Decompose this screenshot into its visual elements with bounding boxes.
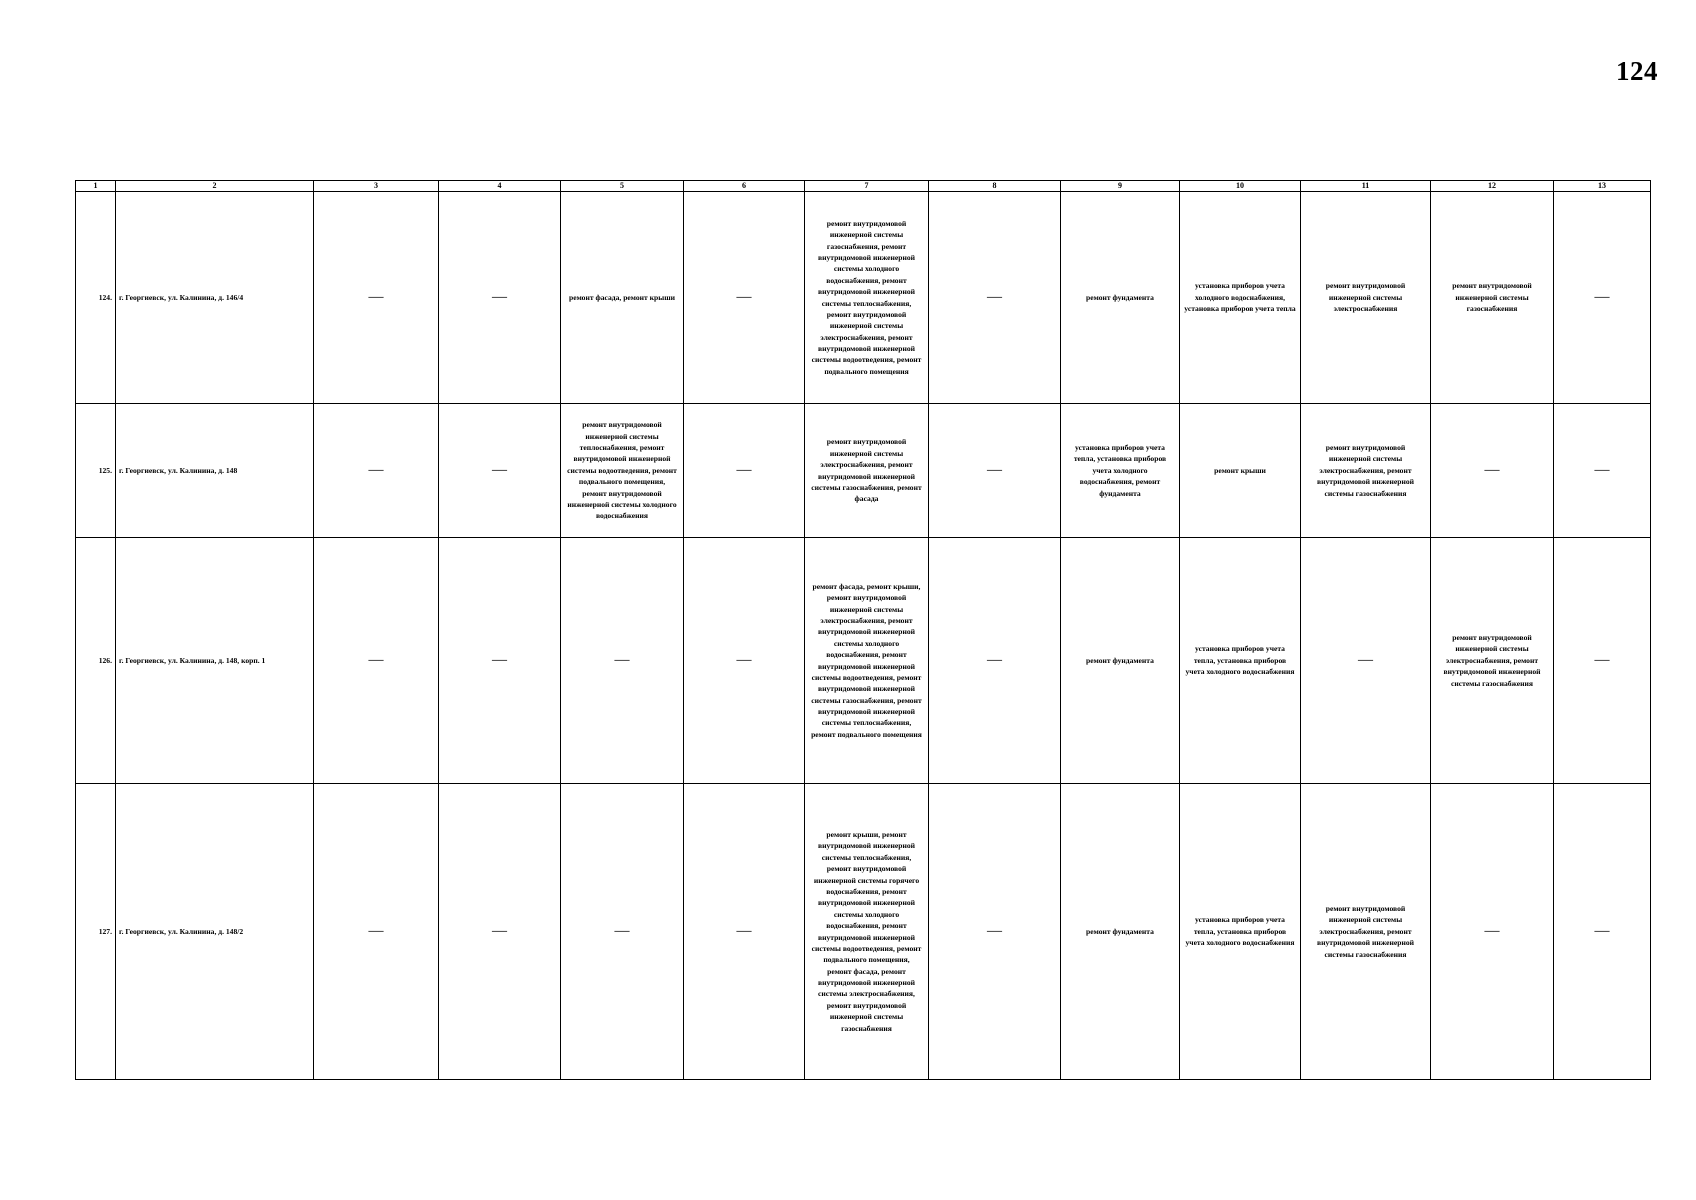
cell-col-5 bbox=[561, 192, 684, 404]
work-text: установка приборов учета холодного водоснабжения, установка приборов учета тепла bbox=[1184, 281, 1296, 314]
work-text: ремонт крыши bbox=[1214, 465, 1266, 475]
cell-col-8 bbox=[929, 192, 1061, 404]
cell-col-13 bbox=[1554, 784, 1651, 1080]
dash-mark: — bbox=[368, 289, 384, 305]
dash-mark: — bbox=[492, 462, 507, 478]
cell-col-13 bbox=[1554, 192, 1651, 404]
dash-mark: — bbox=[736, 652, 752, 668]
work-text: ремонт внутридомовой инженерной системы газоснабжения, ремонт внутридомовой инженерной системы холодного водоснабжения, ремонт внутридомовой инженерной системы теплоснабжения, ремонт внутридомовой инженерной системы электроснабжения, ремонт внутридомовой инженерной системы водоотведения, ремонт подвального помещения bbox=[811, 218, 922, 376]
dash-mark: — bbox=[492, 652, 507, 668]
cell-col-7 bbox=[805, 538, 929, 784]
cell-col-9 bbox=[1061, 192, 1180, 404]
work-text: ремонт внутридомовой инженерной системы электроснабжения, ремонт внутридомовой инженерной системы газоснабжения bbox=[1443, 633, 1541, 688]
cell-col-6 bbox=[684, 538, 805, 784]
work-text: ремонт фасада, ремонт крыши bbox=[569, 292, 675, 302]
dash-mark: — bbox=[368, 923, 384, 939]
table-row bbox=[76, 192, 1651, 404]
column-header: 11 bbox=[1301, 181, 1431, 192]
cell-col-8 bbox=[929, 538, 1061, 784]
column-header: 12 bbox=[1431, 181, 1554, 192]
cell-col-8 bbox=[929, 404, 1061, 538]
cell-col-9 bbox=[1061, 784, 1180, 1080]
column-header: 4 bbox=[439, 181, 561, 192]
column-header: 8 bbox=[929, 181, 1061, 192]
cell-col-9 bbox=[1061, 404, 1180, 538]
column-header: 2 bbox=[116, 181, 314, 192]
dash-mark: — bbox=[987, 923, 1002, 939]
dash-mark: — bbox=[1358, 652, 1373, 668]
cell-col-12 bbox=[1431, 404, 1554, 538]
cell-col-6 bbox=[684, 784, 805, 1080]
table-row bbox=[76, 784, 1651, 1080]
work-text: ремонт внутридомовой инженерной системы электроснабжения, ремонт внутридомовой инженерной системы газоснабжения bbox=[1316, 443, 1415, 498]
dash-mark: — bbox=[736, 923, 752, 939]
work-text: ремонт внутридомовой инженерной системы электроснабжения bbox=[1325, 281, 1406, 314]
address-cell: г. Георгиевск, ул. Калинина, д. 148/2 bbox=[116, 784, 314, 1080]
dash-mark: — bbox=[987, 462, 1002, 478]
column-header: 13 bbox=[1554, 181, 1651, 192]
dash-mark: — bbox=[1594, 923, 1610, 939]
column-number-row bbox=[76, 181, 1651, 192]
work-text: ремонт внутридомовой инженерной системы газоснабжения bbox=[1452, 281, 1532, 314]
cell-col-6 bbox=[684, 404, 805, 538]
dash-mark: — bbox=[1594, 462, 1610, 478]
cell-col-10 bbox=[1180, 538, 1301, 784]
column-header: 1 bbox=[76, 181, 116, 192]
cell-col-11 bbox=[1301, 192, 1431, 404]
row-number: 124. bbox=[76, 192, 116, 404]
cell-col-6 bbox=[684, 192, 805, 404]
cell-col-5 bbox=[561, 784, 684, 1080]
cell-col-12 bbox=[1431, 538, 1554, 784]
dash-mark: — bbox=[1484, 462, 1500, 478]
cell-col-13 bbox=[1554, 404, 1651, 538]
table-row bbox=[76, 538, 1651, 784]
dash-mark: — bbox=[368, 652, 384, 668]
work-text: ремонт крыши, ремонт внутридомовой инженерной системы теплоснабжения, ремонт внутридомовой инженерной системы горячего водоснабжения, ремонт внутридомовой инженерной системы холодного водоснабжения, ремонт внутридомовой инженерной системы водоотведения, ремонт подвального помещения, ремонт фасада, ремонт внутридомовой инженерной системы электроснабжения, ремонт внутридомовой инженерной системы газоснабжения bbox=[811, 829, 922, 1033]
dash-mark: — bbox=[614, 923, 630, 939]
cell-col-4 bbox=[439, 192, 561, 404]
cell-col-8 bbox=[929, 784, 1061, 1080]
row-number: 126. bbox=[76, 538, 116, 784]
work-text: ремонт фундамента bbox=[1086, 655, 1154, 665]
column-header: 6 bbox=[684, 181, 805, 192]
work-text: ремонт внутридомовой инженерной системы теплоснабжения, ремонт внутридомовой инженерной системы водоотведения, ремонт подвального помещения, ремонт внутридомовой инженерной системы холодного водоснабжения bbox=[567, 420, 677, 521]
work-text: ремонт фундамента bbox=[1086, 292, 1154, 302]
page-number: 124 bbox=[1616, 56, 1658, 86]
cell-col-10 bbox=[1180, 192, 1301, 404]
work-text: установка приборов учета тепла, установка приборов учета холодного водоснабжения bbox=[1185, 644, 1295, 677]
column-header: 10 bbox=[1180, 181, 1301, 192]
dash-mark: — bbox=[736, 462, 752, 478]
column-header: 3 bbox=[314, 181, 439, 192]
work-text: установка приборов учета тепла, установка приборов учета холодного водоснабжения bbox=[1185, 915, 1295, 948]
cell-col-3 bbox=[314, 404, 439, 538]
column-header: 9 bbox=[1061, 181, 1180, 192]
column-header: 5 bbox=[561, 181, 684, 192]
dash-mark: — bbox=[492, 289, 507, 305]
column-header: 7 bbox=[805, 181, 929, 192]
address-cell: г. Георгиевск, ул. Калинина, д. 148, корп. 1 bbox=[116, 538, 314, 784]
cell-col-3 bbox=[314, 538, 439, 784]
cell-col-4 bbox=[439, 404, 561, 538]
cell-col-11 bbox=[1301, 538, 1431, 784]
cell-col-7 bbox=[805, 404, 929, 538]
cell-col-3 bbox=[314, 192, 439, 404]
cell-col-9 bbox=[1061, 538, 1180, 784]
cell-col-13 bbox=[1554, 538, 1651, 784]
dash-mark: — bbox=[736, 289, 752, 305]
cell-col-7 bbox=[805, 192, 929, 404]
work-text: ремонт внутридомовой инженерной системы электроснабжения, ремонт внутридомовой инженерной системы газоснабжения bbox=[1316, 904, 1415, 959]
dash-mark: — bbox=[987, 289, 1002, 305]
dash-mark: — bbox=[1594, 289, 1610, 305]
cell-col-12 bbox=[1431, 784, 1554, 1080]
cell-col-11 bbox=[1301, 404, 1431, 538]
dash-mark: — bbox=[368, 462, 384, 478]
work-text: установка приборов учета тепла, установка приборов учета холодного водоснабжения, ремонт фундамента bbox=[1073, 443, 1167, 498]
cell-col-5 bbox=[561, 404, 684, 538]
dash-mark: — bbox=[492, 923, 507, 939]
cell-col-4 bbox=[439, 538, 561, 784]
cell-col-7 bbox=[805, 784, 929, 1080]
row-number: 127. bbox=[76, 784, 116, 1080]
cell-col-12 bbox=[1431, 192, 1554, 404]
dash-mark: — bbox=[987, 652, 1002, 668]
table-row bbox=[76, 404, 1651, 538]
cell-col-10 bbox=[1180, 404, 1301, 538]
address-cell: г. Георгиевск, ул. Калинина, д. 148 bbox=[116, 404, 314, 538]
dash-mark: — bbox=[1484, 923, 1500, 939]
row-number: 125. bbox=[76, 404, 116, 538]
repair-schedule-table bbox=[75, 180, 1651, 1080]
work-text: ремонт фундамента bbox=[1086, 926, 1154, 936]
cell-col-5 bbox=[561, 538, 684, 784]
work-text: ремонт внутридомовой инженерной системы электроснабжения, ремонт внутридомовой инженерной системы газоснабжения, ремонт фасада bbox=[811, 437, 922, 504]
cell-col-11 bbox=[1301, 784, 1431, 1080]
work-text: ремонт фасада, ремонт крыши, ремонт внутридомовой инженерной системы электроснабжения, ремонт внутридомовой инженерной системы холодного водоснабжения, ремонт внутридомовой инженерной системы водоотведения, ремонт внутридомовой инженерной системы газоснабжения, ремонт внутридомовой инженерной системы теплоснабжения, ремонт подвального помещения bbox=[811, 581, 922, 739]
dash-mark: — bbox=[1594, 652, 1610, 668]
cell-col-3 bbox=[314, 784, 439, 1080]
cell-col-10 bbox=[1180, 784, 1301, 1080]
address-cell: г. Георгиевск, ул. Калинина, д. 146/4 bbox=[116, 192, 314, 404]
cell-col-4 bbox=[439, 784, 561, 1080]
dash-mark: — bbox=[614, 652, 630, 668]
